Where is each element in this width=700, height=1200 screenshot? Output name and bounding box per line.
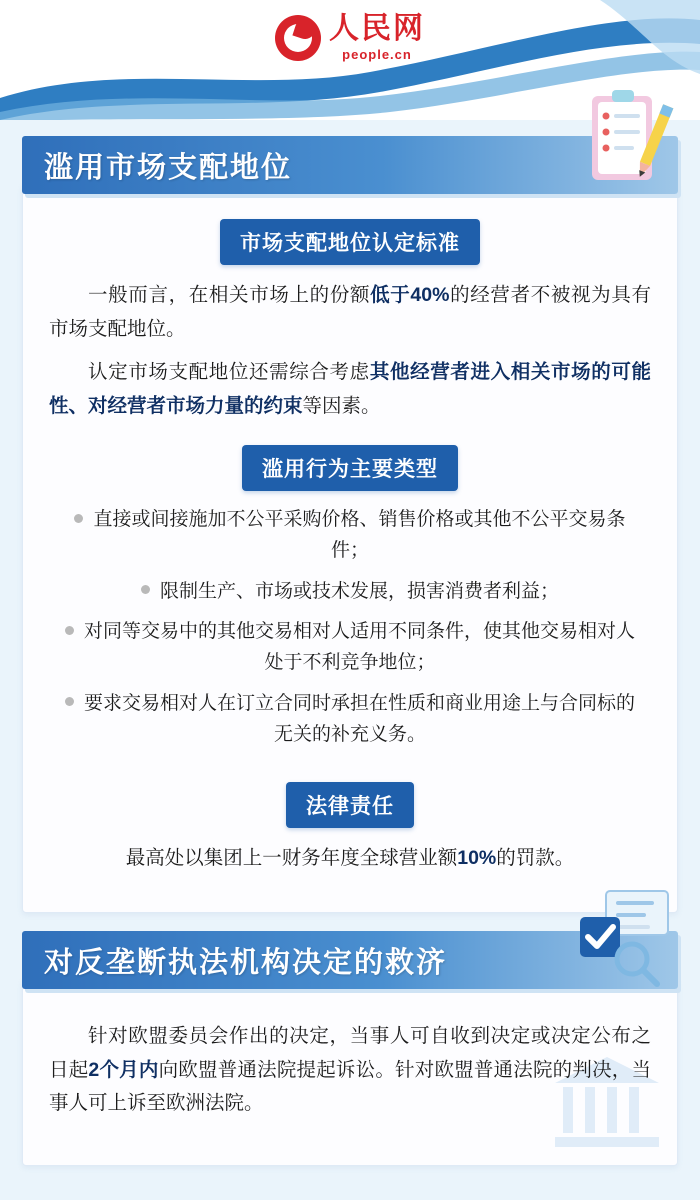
list-item [49, 577, 651, 618]
logo-english-name: people.cn [342, 47, 412, 62]
text-run: 的罚款。 [496, 847, 575, 870]
bullet-dot-icon [65, 626, 74, 635]
section-title: 对反垄断执法机构决定的救济 [44, 944, 448, 979]
section-card [22, 979, 678, 1166]
paragraph-penalty [49, 842, 651, 876]
subheading-abuse-types: 滥用行为主要类型 [242, 445, 458, 491]
text-run: 向欧盟普通法院提起诉讼。针对欧盟普通法院的判决，当事人可上诉至欧洲法院。 [49, 1058, 651, 1115]
list-item-label: 要求交易相对人在订立合同时承担在性质和商业用途上与合同标的无关的补充义务。 [83, 692, 635, 745]
section-banner [22, 136, 678, 194]
logo-text [329, 11, 425, 62]
section-abuse-of-dominance [0, 136, 700, 913]
text-run: 等因素。 [302, 394, 381, 417]
bullet-dot-icon [74, 514, 83, 523]
bullet-dot-icon [65, 697, 74, 706]
text-run: 认定市场支配地位还需综合考虑 [88, 361, 370, 384]
subheading-legal-liability: 法律责任 [286, 782, 414, 828]
text-run-bold: 低于40% [370, 284, 450, 306]
text-run: 针对欧盟委员会作出的决定，当事人可自收到决定或决定公布之日起 [49, 1025, 651, 1081]
abuse-types-list [49, 505, 651, 760]
list-item [49, 689, 651, 761]
clipboard-pencil-icon [586, 88, 682, 192]
checklist-magnifier-icon [560, 887, 678, 991]
paragraph-other-factors [49, 356, 651, 423]
paragraph-market-share [49, 279, 651, 346]
list-item [49, 505, 651, 577]
subheading-criteria: 市场支配地位认定标准 [220, 219, 480, 265]
list-item-label: 限制生产、市场或技术发展，损害消费者利益； [159, 580, 559, 602]
text-run: 一般而言，在相关市场上的份额 [88, 284, 371, 306]
page-body [0, 136, 700, 1166]
text-run-bold: 10% [457, 847, 497, 870]
people-cn-logo-icon [275, 15, 321, 61]
bullet-dot-icon [141, 585, 150, 594]
text-run-bold: 其他经营者进入相关市场的可能性、对经营者市场力量的约束 [49, 361, 651, 417]
text-run: 的经营者不被视为具有市场支配地位。 [49, 284, 651, 340]
list-item [49, 617, 651, 689]
section-card [22, 184, 678, 913]
list-item-label: 对同等交易中的其他交易相对人适用不同条件，使其他交易相对人处于不利竞争地位； [83, 621, 635, 674]
text-run-bold: 2个月内 [88, 1058, 159, 1081]
list-item-label: 直接或间接施加不公平采购价格、销售价格或其他不公平交易条件； [93, 509, 626, 561]
section-title: 滥用市场支配地位 [44, 149, 293, 184]
logo-chinese-name: 人民网 [329, 11, 425, 46]
paragraph-remedies [49, 1020, 651, 1121]
section-remedies [0, 931, 700, 1166]
text-run: 最高处以集团上一财务年度全球营业额 [125, 847, 458, 870]
site-logo[interactable] [275, 11, 425, 62]
